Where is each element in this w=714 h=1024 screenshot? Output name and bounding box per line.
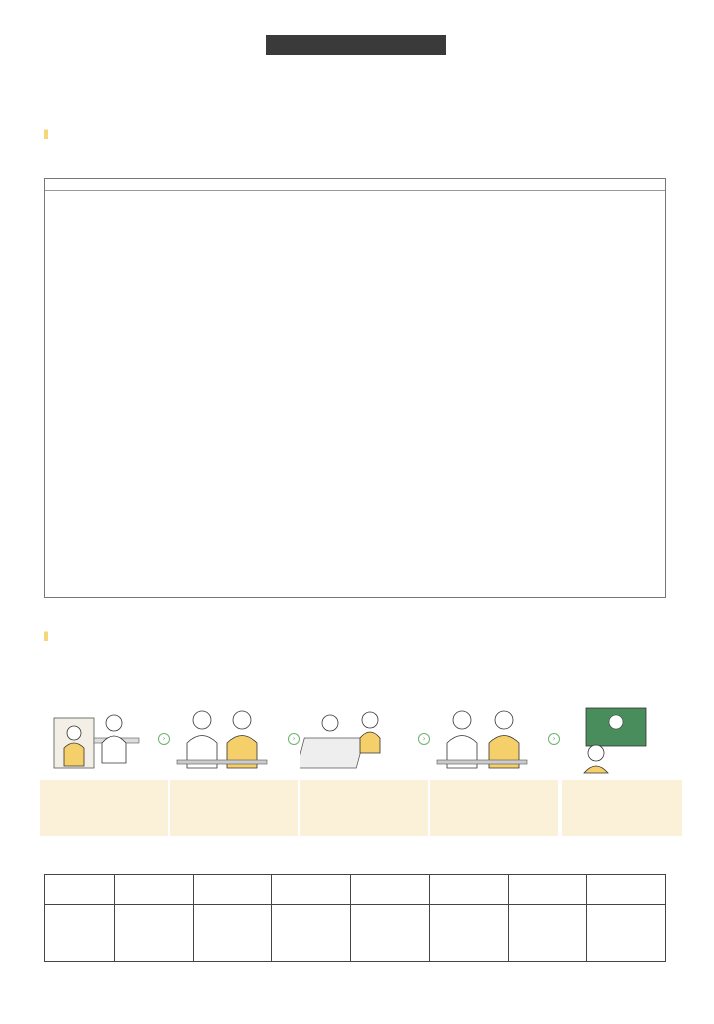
day-cell [429, 905, 508, 962]
corner-cell [45, 875, 115, 905]
feature2-label [44, 620, 48, 641]
weekly-row [45, 905, 666, 962]
day-cell [351, 905, 430, 962]
day-cell [587, 905, 666, 962]
step-card-3 [300, 780, 428, 836]
step-card-4 [430, 780, 558, 836]
day-header [429, 875, 508, 905]
feature1-label [44, 118, 48, 139]
weekly-header-row [45, 875, 666, 905]
day-cell [272, 905, 351, 962]
day-header [115, 875, 194, 905]
day-header [508, 875, 587, 905]
feature2-heading [44, 620, 48, 641]
schedule-table [44, 178, 666, 598]
illustration-retest-icon [172, 698, 272, 778]
day-header [272, 875, 351, 905]
day-cell [508, 905, 587, 962]
chevron-right-icon: › [158, 733, 170, 745]
illustration-review-icon [432, 698, 532, 778]
step-card-5 [562, 780, 682, 836]
row-label [45, 905, 115, 962]
day-cell [193, 905, 272, 962]
month-header [121, 199, 665, 209]
day-cell [115, 905, 194, 962]
schedule-header-row [45, 179, 665, 191]
illustration-teaching-icon [300, 698, 400, 778]
day-header [587, 875, 666, 905]
step-card-2 [170, 780, 298, 836]
illustration-seminar-icon [566, 698, 666, 778]
header-badge [266, 35, 446, 55]
step-card-1 [40, 780, 168, 836]
chevron-right-icon: › [418, 733, 430, 745]
illustration-test-icon [44, 698, 144, 778]
chevron-right-icon: › [548, 733, 560, 745]
feature1-heading [44, 118, 48, 139]
day-header [351, 875, 430, 905]
weekly-schedule-table [44, 874, 666, 962]
chevron-right-icon: › [288, 733, 300, 745]
day-header [193, 875, 272, 905]
